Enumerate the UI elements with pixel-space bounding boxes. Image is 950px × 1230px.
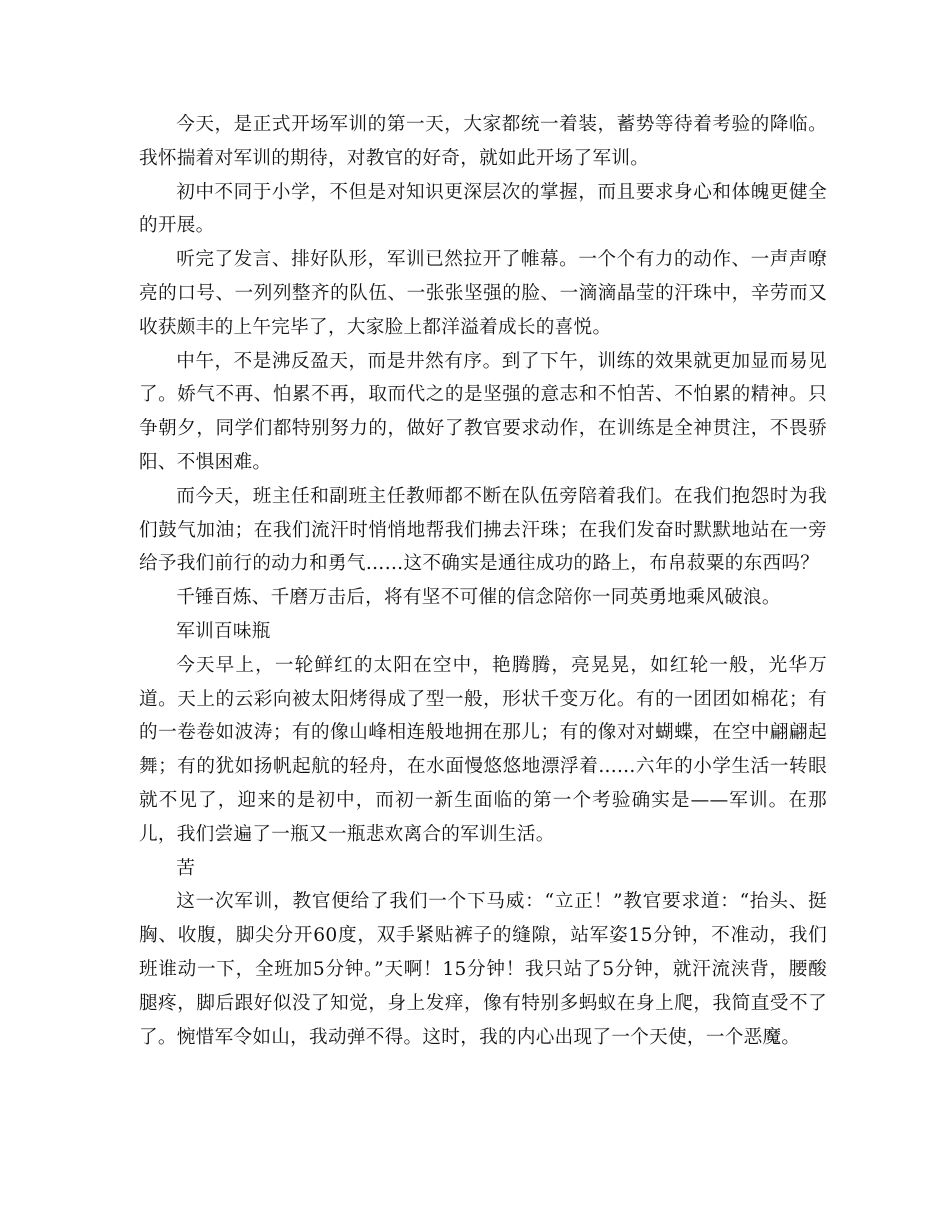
paragraph-conclusion: 千锤百炼、千磨万击后，将有坚不可催的信念陪你一同英勇地乘风破浪。	[176, 587, 781, 609]
section-heading-bottle: 军训百味瓶	[176, 620, 271, 642]
paragraph-morning-sun: 今天早上，一轮鲜红的太阳在空中，艳腾腾，亮晃晃，如红轮一般，光华万道。天上的云彩向被太阳烤得成了型一般，形状千变万化。有的一团团如棉花；有的一卷卷如波涛；有的像山峰相连般地拥在那儿；有的像对对蝴蝶，在空中翩翩起舞；有的犹如扬帆起航的轻舟，在水面慢悠悠地漂浮着......六年的小学生活一转眼就不见了，迎来的是初中，而初一新生面临的第一个考验确实是——军训。在那儿，我们尝遍了一瓶又一瓶悲欢离合的军训生活。	[139, 654, 827, 845]
paragraph-junior-high: 初中不同于小学，不但是对知识更深层次的掌握，而且要求身心和体魄更健全的开展。	[139, 181, 827, 237]
paragraph-standing-drill: 这一次军训，教官便给了我们一个下马威：“立正！”教官要求道：“抬头、挺胸、收腹，脚尖分开60度，双手紧贴裤子的缝隙，站军姿15分钟，不准动，我们班谁动一下，全班加5分钟。”天啊！15分钟！我只站了5分钟，就汗流浃背，腰酸腿疼，脚后跟好似没了知觉，身上发痒，像有特别多蚂蚁在身上爬，我简直受不了了。惋惜军令如山，我动弹不得。这时，我的内心出现了一个天使，一个恶魔。	[139, 891, 827, 1048]
paragraph-morning-training: 听完了发言、排好队形，军训已然拉开了帷幕。一个个有力的动作、一声声嘹亮的口号、一列列整齐的队伍、一张张坚强的脸、一滴滴晶莹的汗珠中，辛劳而又收获颇丰的上午完毕了，大家脸上都洋溢着成长的喜悦。	[139, 249, 827, 338]
paragraph-teachers: 而今天，班主任和副班主任教师都不断在队伍旁陪着我们。在我们抱怨时为我们鼓气加油；在我们流汗时悄悄地帮我们拂去汗珠；在我们发奋时默默地站在一旁给予我们前行的动力和勇气……这不确实是通往成功的路上，布帛菽粟的东西吗？	[139, 485, 827, 575]
paragraph-afternoon-training: 中午，不是沸反盈天，而是井然有序。到了下午，训练的效果就更加显而易见了。娇气不再、怕累不再，取而代之的是坚强的意志和不怕苦、不怕累的精神。只争朝夕，同学们都特别努力的，做好了教官要求动作，在训练是全神贯注，不畏骄阳、不惧困难。	[139, 350, 827, 473]
section-heading-bitter: 苦	[176, 857, 196, 879]
paragraph-first-day: 今天，是正式开场军训的第一天，大家都统一着装，蓄势等待着考验的降临。我怀揣着对军训的期待，对教官的好奇，就如此开场了军训。	[139, 114, 827, 169]
document-body	[139, 108, 827, 1054]
